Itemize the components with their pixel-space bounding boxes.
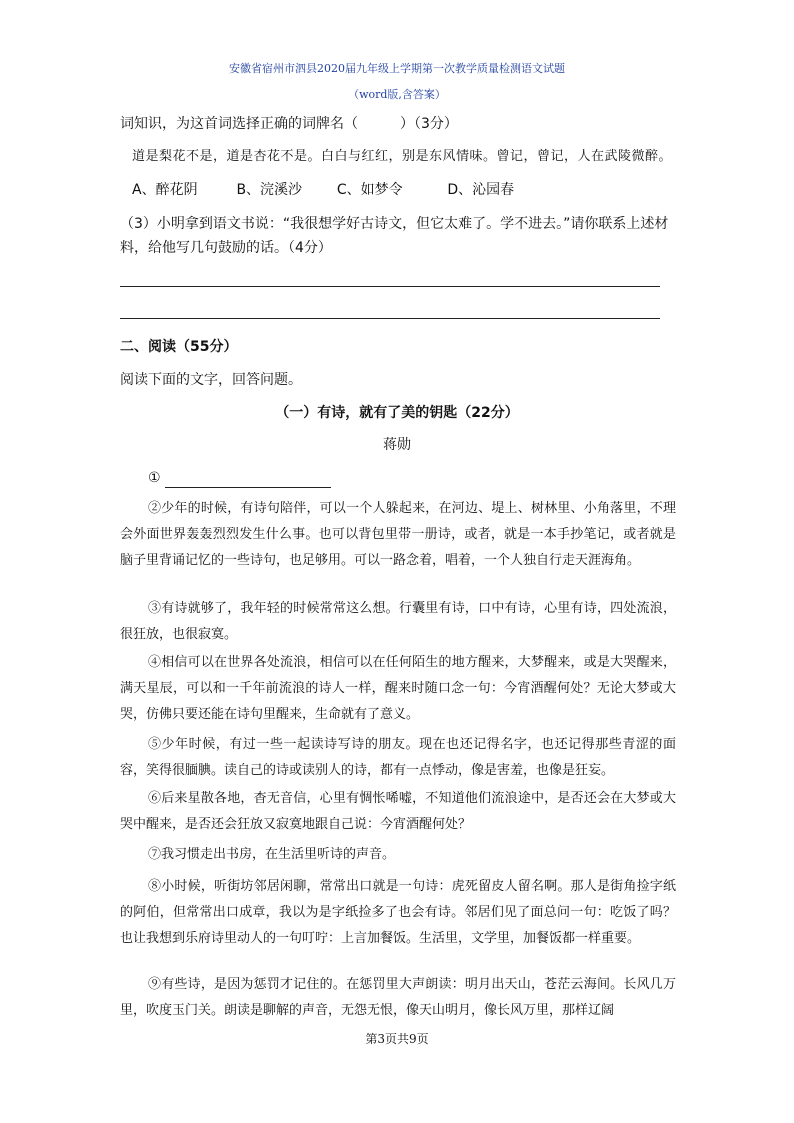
blank-label: ① xyxy=(148,470,161,486)
section-heading: 二、阅读（55分） xyxy=(120,339,238,355)
option-c: C、如梦令 xyxy=(336,182,403,198)
blank-answer-line[interactable] xyxy=(165,473,331,488)
passage-author: 蒋勋 xyxy=(383,437,411,453)
option-d: D、沁园春 xyxy=(447,182,515,198)
paragraph-7: ⑦我习惯走出书房，在生活里听诗的声音。 xyxy=(148,847,396,862)
question-2-poem: 道是梨花不是，道是杏花不是。白白与红红，别是东风情味。曾记，曾记，人在武陵微醉。 xyxy=(132,149,673,164)
paragraph-8: ⑧小时候，听街坊邻居闲聊，常常出口就是一句诗：虎死留皮人留名啊。那人是街角捡字纸的阿伯，但常常出口成章，我以为是字纸捡多了也会有诗。邻居们见了面总问一句：吃饭了吗？也让我想到乐府诗里动人的一句叮咛：上言加餐饭。生活里，文学里，加餐饭都一样重要。 xyxy=(120,879,676,946)
paragraph-3: ③有诗就够了，我年轻的时候常常这么想。行囊里有诗，口中有诗，心里有诗，四处流浪，很狂放，也很寂寞。 xyxy=(120,601,676,642)
question-3-line-2: 料，给他写几句鼓励的话。（4分） xyxy=(120,240,332,256)
answer-line-1[interactable] xyxy=(120,286,660,287)
document-header-title: 安徽省宿州市泗县2020届九年级上学期第一次教学质量检测语文试题 xyxy=(229,62,565,75)
paragraph-2: ②少年的时候，有诗句陪伴，可以一个人躲起来，在河边、堤上、树林里、小角落里，不理会外面世界轰轰烈烈发生什么事。也可以背包里带一册诗，或者，就是一本手抄笔记，或者就是脑子里背诵记忆的一些诗句，也足够用。可以一路念着，唱着，一个人独自行走天涯海角。 xyxy=(120,501,676,568)
passage-title: （一）有诗，就有了美的钥匙（22分） xyxy=(275,405,519,421)
document-header-subtitle: （word版,含答案） xyxy=(348,88,446,101)
answer-line-2[interactable] xyxy=(120,318,660,319)
page-number: 第3页共9页 xyxy=(365,1032,429,1046)
question-2-stem: 词知识，为这首词选择正确的词牌名（ ）（3分） xyxy=(120,116,458,132)
paragraph-9: ⑨有些诗，是因为惩罚才记住的。在惩罚里大声朗读：明月出天山，苍茫云海间。长风几万里，吹度玉门关。朗读是聊解的声音，无怨无恨，像天山明月，像长风万里，那样辽阔 xyxy=(120,977,676,1018)
blank-paragraph-1 xyxy=(148,468,674,488)
question-3-line-1: （3）小明拿到语文书说：“我很想学好古诗文，但它太难了。学不进去。”请你联系上述材 xyxy=(120,216,669,232)
paragraph-5: ⑤少年时候，有过一些一起读诗写诗的朋友。现在也还记得名字，也还记得那些青涩的面容，笑得很腼腆。读自己的诗或读别人的诗，都有一点悸动，像是害羞，也像是狂妄。 xyxy=(120,737,676,778)
option-b: B、浣溪沙 xyxy=(236,182,303,198)
paragraph-6: ⑥后来星散各地，杳无音信，心里有惆怅唏嘘，不知道他们流浪途中，是否还会在大梦或大哭中醒来，是否还会狂放又寂寞地跟自己说：今宵酒醒何处？ xyxy=(120,791,676,832)
option-a: A、醉花阴 xyxy=(132,182,198,198)
paragraph-4: ④相信可以在世界各处流浪，相信可以在任何陌生的地方醒来，大梦醒来，或是大哭醒来，满天星辰，可以和一千年前流浪的诗人一样，醒来时随口念一句：今宵酒醒何处？无论大梦或大哭，仿佛只要还能在诗句里醒来，生命就有了意义。 xyxy=(120,655,676,722)
section-instruction: 阅读下面的文字，回答问题。 xyxy=(120,372,302,388)
question-2-options xyxy=(132,180,674,200)
